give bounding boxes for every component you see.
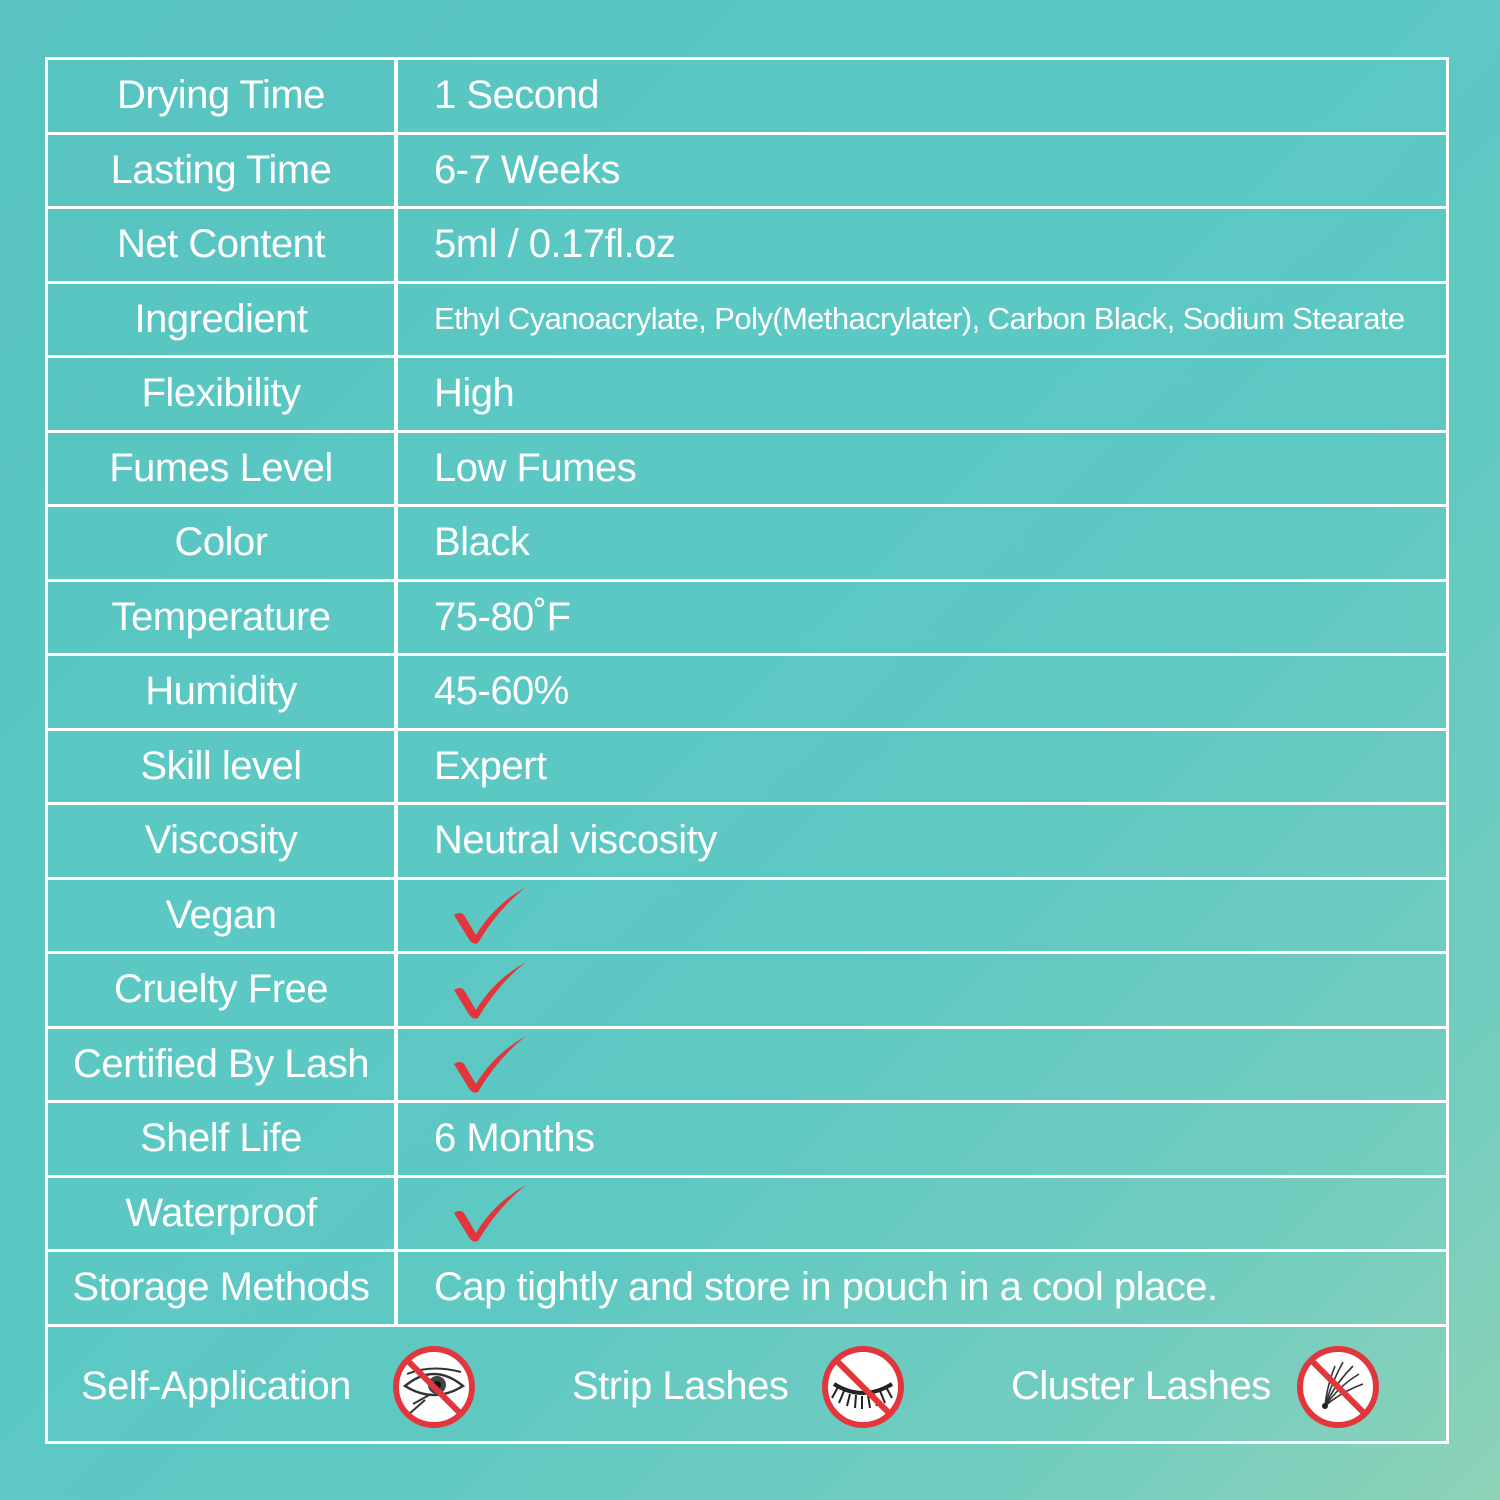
spec-label: Flexibility [48,358,398,430]
checkmark-icon [450,885,530,945]
spec-value: 5ml / 0.17fl.oz [434,222,676,267]
spec-check-cell [398,880,1446,952]
spec-label: Net Content [48,209,398,281]
spec-row-color [48,507,1446,582]
spec-row-ingredient [48,284,1446,359]
checkmark-icon [450,960,530,1020]
spec-value: 75-80˚F [434,594,571,639]
no-eye-icon [391,1344,477,1430]
spec-value: 45-60% [434,669,569,714]
spec-value: Cap tightly and store in pouch in a cool place. [434,1265,1218,1310]
spec-label: Fumes Level [48,433,398,505]
spec-label: Viscosity [48,805,398,877]
no-strip-lash-icon [820,1344,906,1430]
spec-row-shelf-life [48,1103,1446,1178]
spec-row-skill-level [48,731,1446,806]
spec-row-waterproof [48,1178,1446,1253]
spec-row-storage-methods [48,1252,1446,1327]
checkmark-icon [450,1183,530,1243]
no-cluster-lash-icon [1295,1344,1381,1430]
footer-item-strip-lashes [572,1332,906,1441]
spec-label: Temperature [48,582,398,654]
spec-label: Skill level [48,731,398,803]
footer-row [48,1332,1446,1441]
spec-label: Drying Time [48,60,398,132]
spec-value: Neutral viscosity [434,818,717,863]
spec-label: Waterproof [48,1178,398,1250]
spec-label: Certified By Lash [48,1029,398,1101]
spec-check-cell [398,1029,1446,1101]
spec-table [45,57,1449,1444]
spec-row-certified-by-lash [48,1029,1446,1104]
spec-check-cell [398,1178,1446,1250]
spec-row-vegan [48,880,1446,955]
spec-row-humidity [48,656,1446,731]
spec-label: Color [48,507,398,579]
spec-row-lasting-time [48,135,1446,210]
spec-label: Cruelty Free [48,954,398,1026]
spec-value: Expert [434,743,547,788]
spec-value: 6 Months [434,1116,595,1161]
spec-label: Humidity [48,656,398,728]
footer-label: Cluster Lashes [1011,1364,1271,1408]
spec-label: Ingredient [48,284,398,356]
spec-label: Lasting Time [48,135,398,207]
spec-label: Vegan [48,880,398,952]
spec-label: Shelf Life [48,1103,398,1175]
spec-value: Ethyl Cyanoacrylate, Poly(Methacrylater), Carbon Black, Sodium Stearate [434,301,1405,337]
spec-value: High [434,371,515,416]
spec-value: 1 Second [434,73,600,118]
spec-label: Storage Methods [48,1252,398,1324]
spec-row-drying-time [48,60,1446,135]
spec-row-fumes-level [48,433,1446,508]
spec-value: 6-7 Weeks [434,147,620,192]
footer-label: Strip Lashes [572,1364,789,1408]
spec-row-net-content [48,209,1446,284]
footer-item-self-application [81,1332,477,1441]
spec-row-flexibility [48,358,1446,433]
spec-row-cruelty-free [48,954,1446,1029]
footer-item-cluster-lashes [1011,1332,1381,1441]
spec-check-cell [398,954,1446,1026]
spec-value: Low Fumes [434,445,637,490]
spec-row-temperature [48,582,1446,657]
checkmark-icon [450,1034,530,1094]
spec-value: Black [434,520,530,565]
footer-label: Self-Application [81,1364,351,1408]
spec-row-viscosity [48,805,1446,880]
